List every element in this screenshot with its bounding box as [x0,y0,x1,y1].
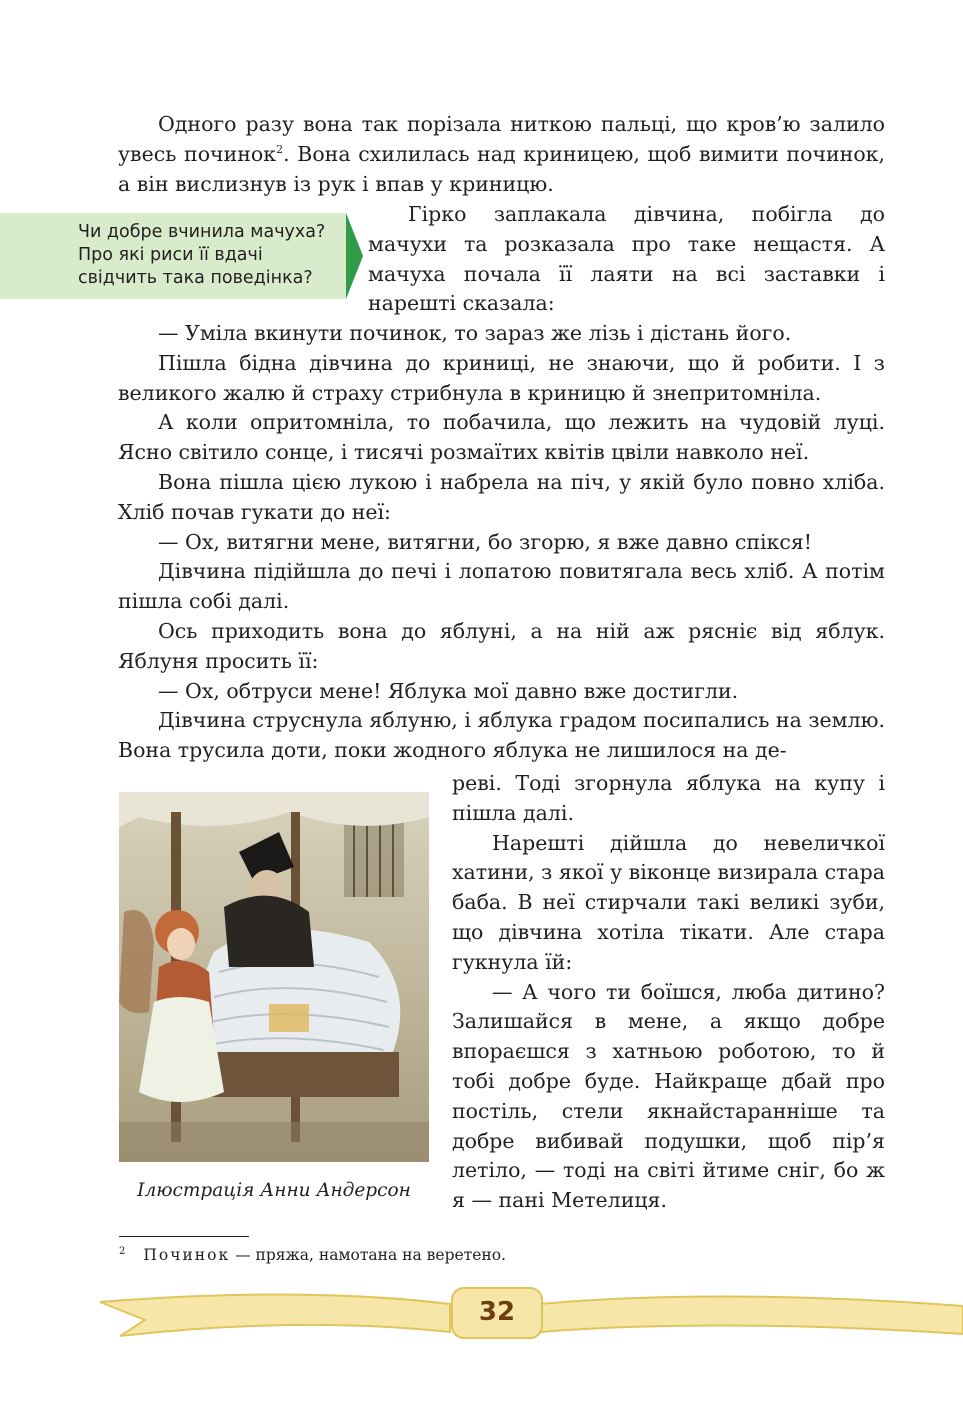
footnote-term: Починок [143,1246,231,1265]
paragraph: Дівчина струснула яблуню, і яблука градом посипались на землю. Вона трусила доти, поки жодного яблука не лишилося на де- [118,708,885,763]
text-middle [118,319,885,766]
paragraph: — Уміла вкинути починок, то зараз же лізь і дістань його. [158,321,792,345]
paragraph: Ось приходить вона до яблуні, а на ній аж рясніє від яблук. Яблуня просить її: [118,618,885,673]
paragraph: — Ох, обтруси мене! Яблука мої давно вже достигли. [158,678,739,703]
page-number: 32 [478,1297,516,1327]
paragraph: Одного разу вона так порізала ниткою пальці, що кров’ю залило увесь починок$^2$. Вона схилилась над криницею, щоб вимити починок, а він вислизнув із рук і впав у криницю. [118,112,885,196]
footnote-mark: 2 [119,1246,126,1257]
text-beside-illustration [452,769,885,1216]
illustration-image [119,792,429,1162]
footnote-rule [119,1236,249,1237]
paragraph: реві. Тоді згорнула яблука на купу і пішла далі. [452,771,885,825]
paragraph: Пішла бідна дівчина до криниці, не знаючи, що й робити. І з великого жалю й страху стрибнула в криницю й знепритомніла. [118,350,885,405]
paragraph: Нарешті дійшла до невеличкої хатини, з якої у віконце визирала стара баба. В неї стирчали такі великі зуби, що дівчина хотіла тікати. Але стара гукнула їй: [452,830,885,974]
text-top [118,110,885,199]
paragraph: — А чого ти боїшся, люба дитино? Залишайся в мене, а якщо добре впораєшся з хатньою роботою, то й тобі добре буде. Найкраще дбай про постіль, стели якнайстаранніше та добре вибивай подушки, щоб пір’я летіло, — тоді на світі йтиме сніг, бо ж я — пані Метелиця. [452,979,885,1213]
side-note-question: Чи добре вчинила мачуха? Про які риси її вдачі свідчить така поведінка? [78,222,326,288]
paragraph: — Ох, витягни мене, витягни, бо згорю, я вже давно спікся! [158,529,812,554]
text-beside-note [368,200,885,319]
illustration-drawing [119,792,429,1162]
paragraph: Вона пішла цією лукою і набрела на піч, у якій було повно хліба. Хліб почав гукати до неї: [118,469,885,524]
footnote [119,1246,506,1264]
paragraph: А коли опритомніла, то побачила, що лежить на чудовій луці. Ясно світило сонце, і тисячі розмаїтих квітів цвіли навколо неї. [118,410,885,465]
footnote-definition: — пряжа, намотана на веретено. [230,1246,507,1265]
side-note-arrow-icon [346,213,363,299]
illustration-caption: Ілюстрація Анни Андерсон [137,1180,411,1201]
footnote-ref[interactable]: 2 [276,142,284,156]
paragraph: Гірко заплакала дівчина, побігла до мачухи та розказала про таке нещастя. А мачуха почала її лаяти на всі заставки і нарешті сказала: [368,202,885,316]
paragraph: Дівчина підійшла до печі і лопатою повитягала весь хліб. А потім пішла собі далі. [118,559,885,614]
